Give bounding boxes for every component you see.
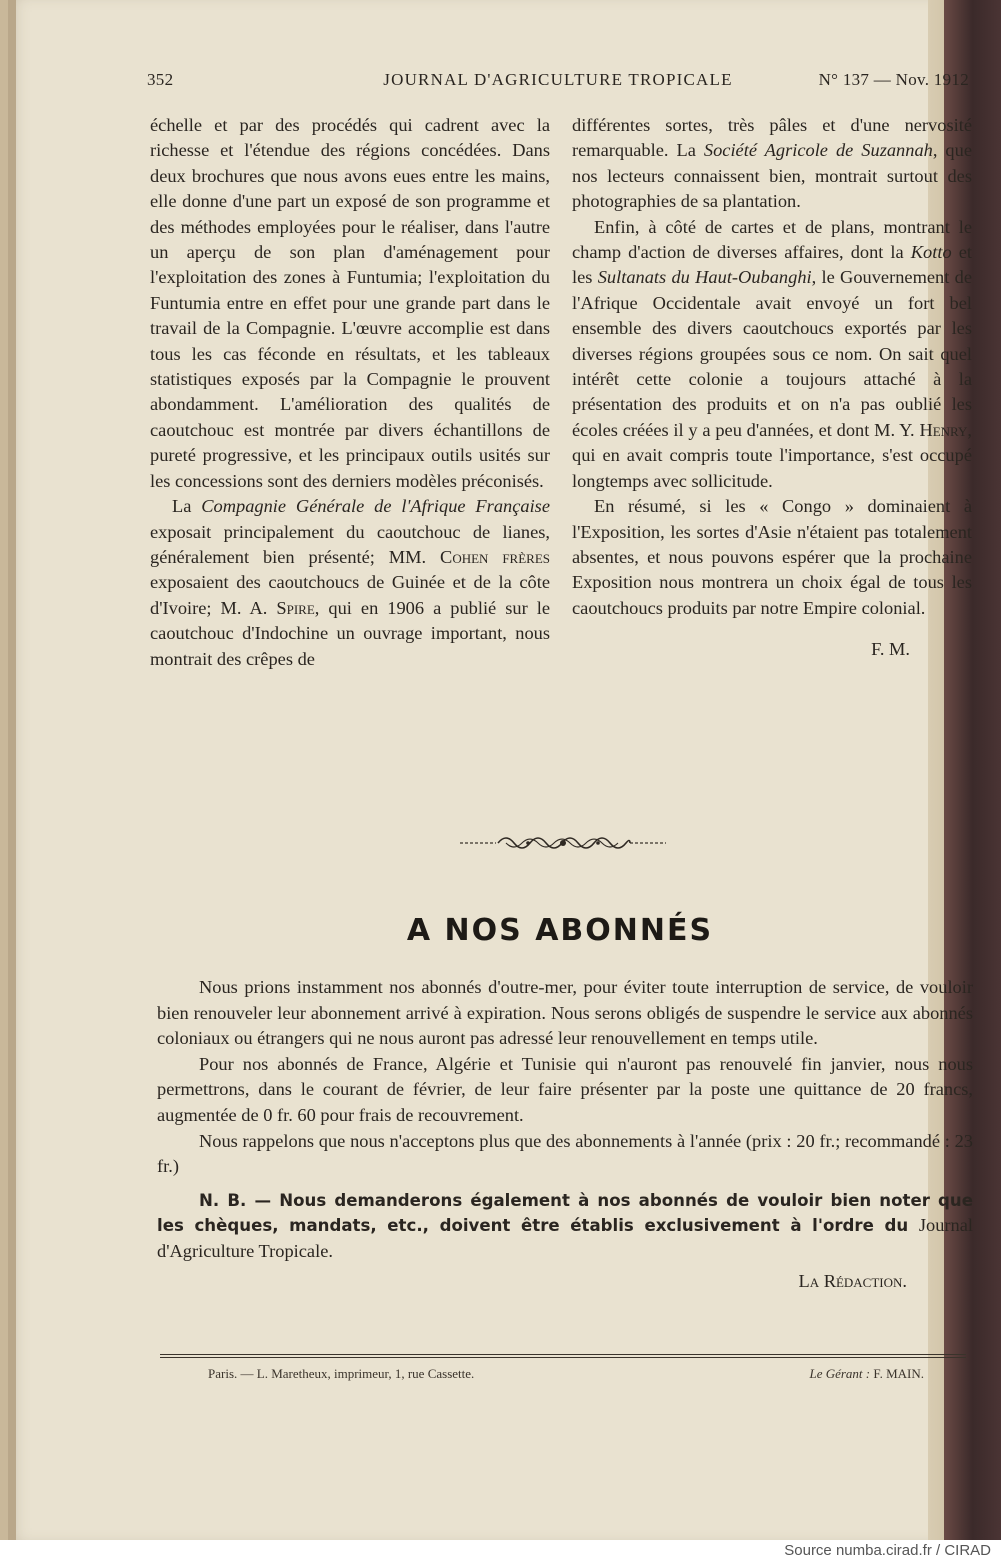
text-run: , que nos lecteurs connaissent bien, montrait surtout des photographies de sa plantation. [572,140,972,212]
notice-paragraph: Pour nos abonnés de France, Algérie et Tunisie qui n'auront pas renouvelé fin janvier, nous nous permettrons, dans le courant de février, de leur faire présenter par la poste une quittance de 20 francs, augmentée de 0 fr. 60 pour frais de recouvrement. [157,1053,973,1125]
journal-title: JOURNAL D'AGRICULTURE TROPICALE [383,70,733,89]
company-name: Compagnie Générale de l'Afrique Française [201,496,550,517]
notice-paragraph: Nous prions instamment nos abonnés d'outre-mer, pour éviter toute interruption de service, de vouloir bien renouveler leur abonnement arrivé à expiration. Nous serons obligés de suspendre le service aux abonnés coloniaux ou étrangers qui ne nous auront pas adressé leur renouvellement en temps utile. [157,977,973,1049]
notice-paragraph: Nous rappelons que nous n'acceptons plus que des abonnements à l'année (prix : 20 fr.; recommandé : 23 fr.) [157,1130,973,1177]
text-run: exposait principalement du caoutchouc de lianes, généralement bien présenté; MM. [150,521,550,567]
paragraph [150,494,550,672]
company-name: Sultanats du Haut-Oubanghi [597,267,812,288]
text-run: différentes sortes, très pâles et d'une nervosité remarquable. La [572,115,972,161]
person-name: Spire [276,597,315,618]
text-run: , le Gouvernement de l'Afrique Occidentale avait envoyé un fort bel ensemble des divers caoutchoucs exportés par les diverses régions groupées sous ce nom. On sait quel intérêt cette colonie a toujours attaché à la présentation des produits et on n'a pas oublié les écoles créées il y a peu d'années, et dont M. Y. [572,267,972,440]
person-name: Henry [919,419,968,440]
running-head [147,70,969,94]
company-name: Société Agricole de Suzannah [703,140,933,161]
article-column-left [150,113,550,672]
ornament-divider-icon [458,828,668,858]
nota-bene-bold: N. B. — Nous demanderons également à nos abonnés de vouloir bien noter que les chèques, mandats, etc., doivent être établis exclusivement à l'ordre du [157,1190,973,1236]
text-run: exposaient des caoutchoucs de Guinée et de la côte d'Ivoire; M. A. [150,572,550,618]
subscriber-notice [157,975,973,1294]
text-run: , qui en 1906 a publié sur le caoutchouc d'Indochine un ouvrage important, nous montrait des crêpes de [150,597,550,669]
person-name: Cohen frères [440,546,551,567]
gerant-label: Le Gérant : [809,1366,871,1381]
journal-name: Journal d'Agriculture Tropicale. [157,1215,973,1261]
paragraph: En résumé, si les « Congo » dominaient à l'Exposition, les sortes d'Asie n'étaient pas totalement absentes, et nous pouvons espérer que la prochaine Exposition nous montrera un choix égal de tous les caoutchoucs produits par notre Empire colonial. [572,496,972,618]
redaction-signature: La Rédaction. [798,1270,907,1291]
page-number: 352 [147,70,174,89]
printer-imprint: Paris. — L. Maretheux, imprimeur, 1, rue Cassette. [208,1366,475,1381]
paragraph [572,215,972,494]
text-run: La [172,496,192,517]
article-signature: F. M. [871,639,910,660]
text-run: Enfin, à côté de cartes et de plans, montrant le champ d'action de diverses affaires, dont la [572,216,972,263]
paragraph: échelle et par des procédés qui cadrent avec la richesse et l'étendue des régions concédées. Dans deux brochures que nous avons eues entre les mains, elle donne d'une part un exposé de son programme et des méthodes employées pour le réaliser, dans l'autre un aperçu de son plan d'aménagement pour l'exploitation des zones à Funtumia; l'exploitation du Funtumia entre en effet pour une grande part dans le travail de la Compagnie. L'œuvre accomplie est dans tous les cas féconde en résultats, et les tableaux statistiques exposés par la Compagnie le prouvent abondamment. L'amélioration des qualités de caoutchouc est montrée par divers échantillons de pureté progressive, et les principaux outils usités sur les concessions sont des derniers modèles préconisés. [150,115,550,491]
article-column-right [572,113,972,663]
company-name: Kotto [910,242,952,263]
gerant-line [809,1366,924,1382]
notice-title: A NOS ABONNÉS [406,913,714,948]
nota-bene [157,1188,973,1265]
footer-rule [160,1354,966,1358]
gutter-strip [8,0,16,1540]
page-footer [160,1366,966,1386]
issue-number: N° 137 — Nov. 1912 [818,70,969,89]
text-run: , qui en avait compris toute l'importance, s'est occupé longtemps avec sollicitude. [572,419,972,491]
gerant-name: F. MAIN. [873,1366,924,1381]
source-credit: Source numba.cirad.fr / CIRAD [784,1542,991,1559]
text-run: et les [572,242,972,288]
paragraph [572,113,972,215]
